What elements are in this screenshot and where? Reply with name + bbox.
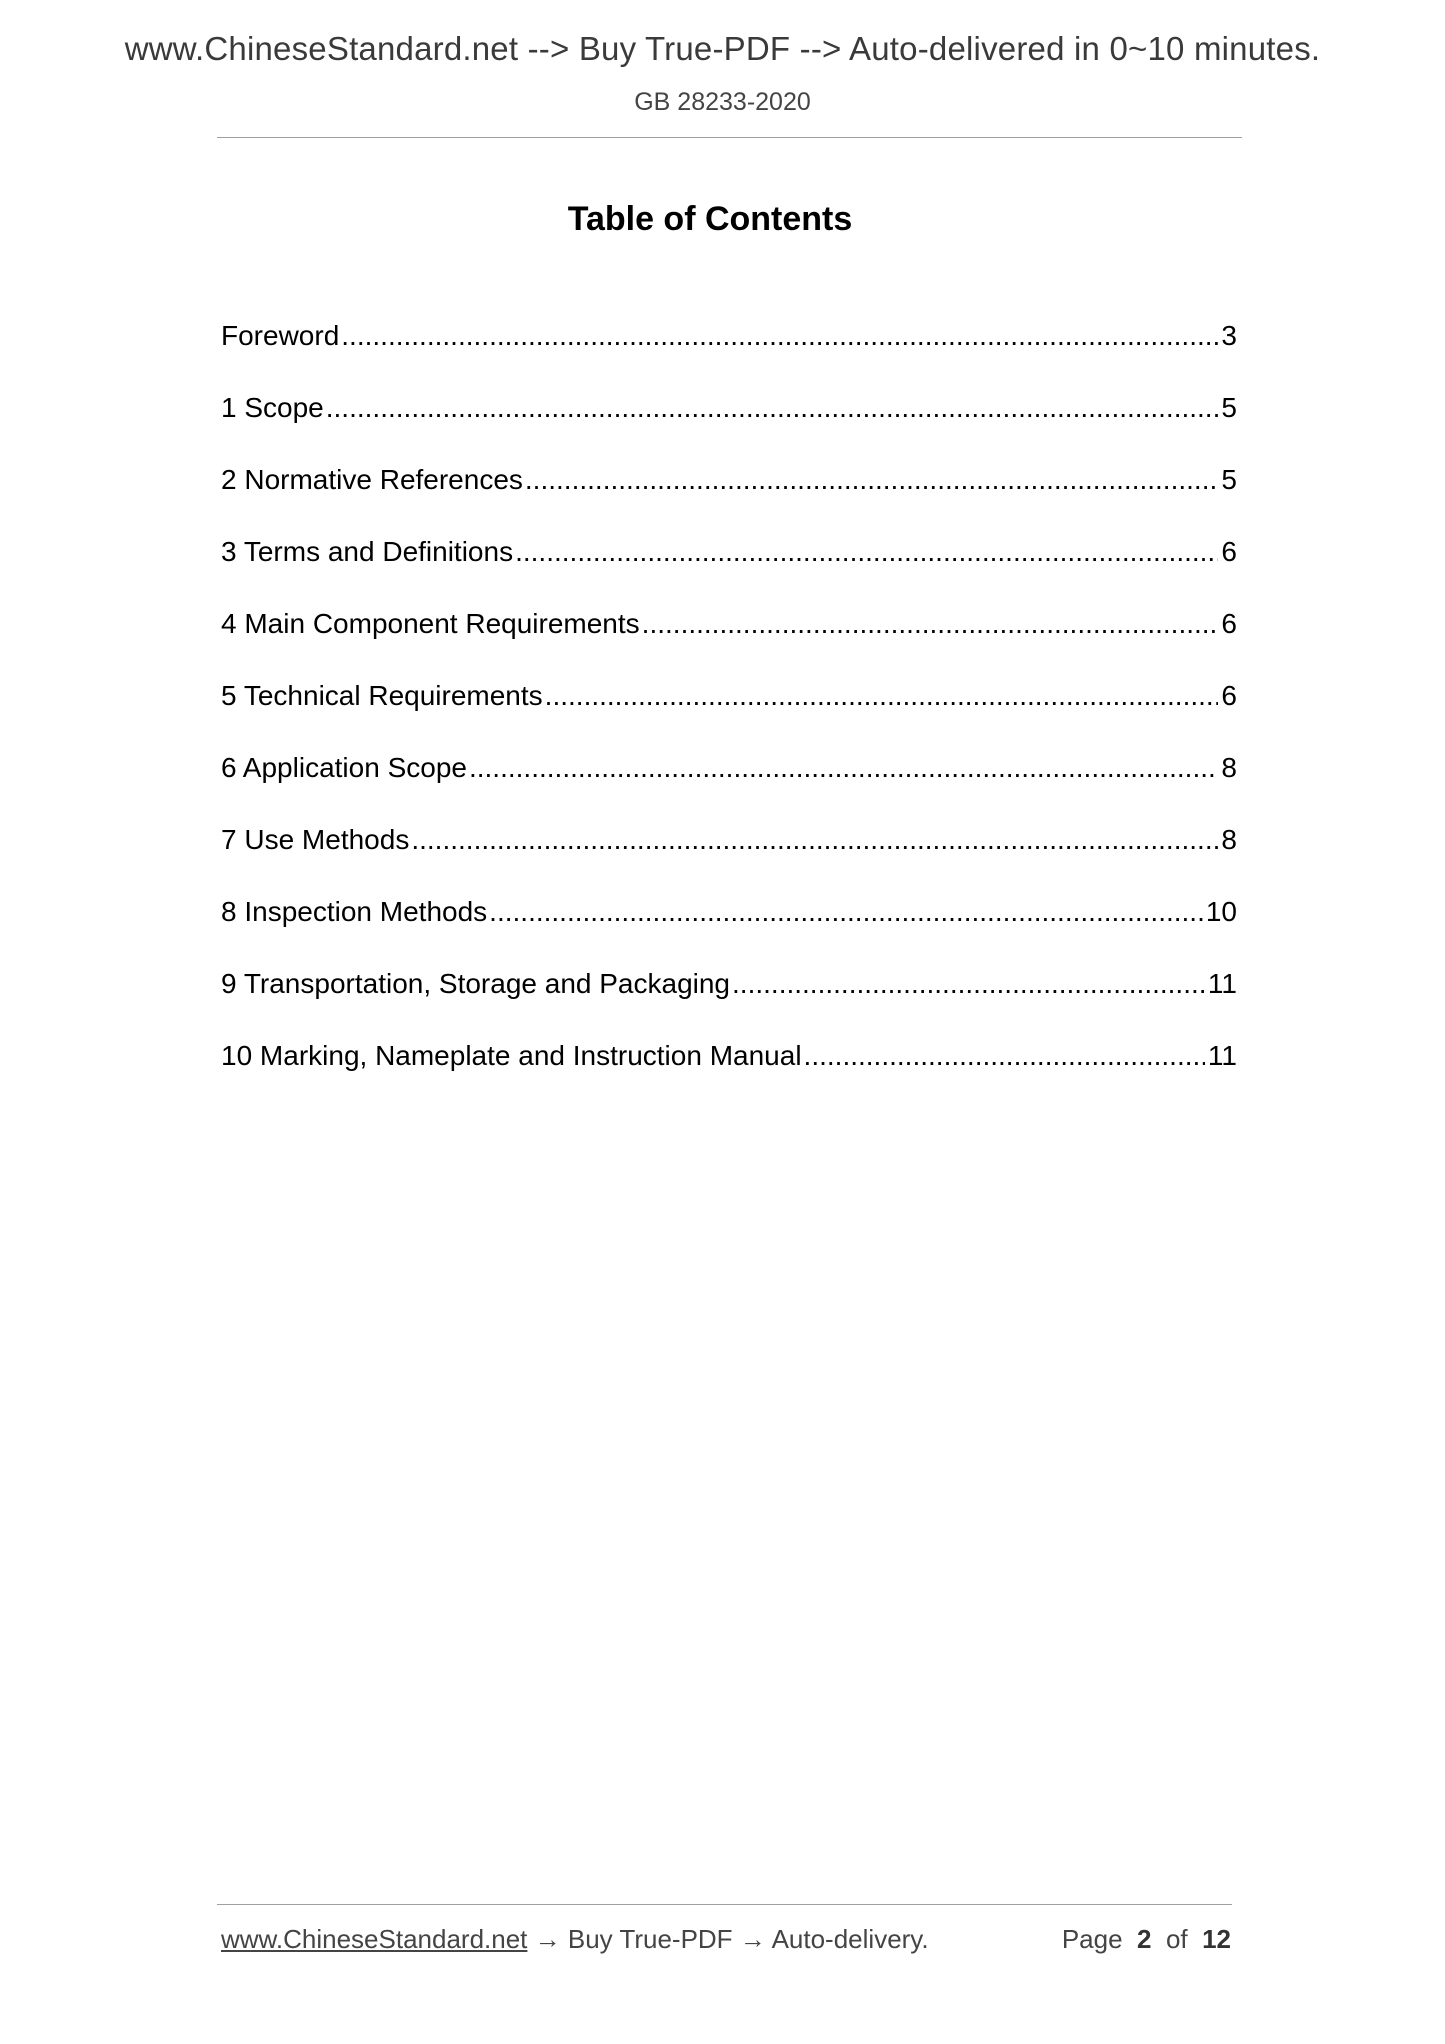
toc-entry-label: 1 Scope: [221, 392, 324, 423]
toc-entry-label: 7 Use Methods: [221, 824, 410, 855]
dot-leader: [515, 536, 1218, 568]
header-divider: [217, 137, 1242, 138]
toc-entry-page: 6: [1221, 608, 1237, 639]
footer-tagline: → Buy True-PDF → Auto-delivery.: [527, 1924, 929, 1954]
toc-entry-foreword[interactable]: [221, 320, 1237, 392]
toc-entry-page: 6: [1221, 680, 1237, 711]
dot-leader: [341, 320, 1218, 352]
toc-entry-normative-references[interactable]: [221, 464, 1237, 536]
toc-entry-page: 11: [1207, 968, 1237, 999]
toc-entry-page: 5: [1221, 464, 1237, 495]
toc-entry-label: 5 Technical Requirements: [221, 680, 543, 711]
dot-leader: [545, 680, 1219, 712]
toc-entry-main-component-requirements[interactable]: [221, 608, 1237, 680]
toc-entry-use-methods[interactable]: [221, 824, 1237, 896]
toc-entry-label: 9 Transportation, Storage and Packaging: [221, 968, 731, 999]
toc-entry-page: 8: [1221, 824, 1237, 855]
toc-entry-page: 10: [1205, 896, 1237, 927]
footer-site-link[interactable]: www.ChineseStandard.net: [221, 1924, 528, 1954]
footer-divider: [217, 1904, 1232, 1905]
toc-entry-page: 3: [1221, 320, 1237, 351]
toc-entry-marking-nameplate-manual[interactable]: [221, 1040, 1237, 1112]
of-word: of: [1165, 1924, 1188, 1954]
toc-entry-label: 8 Inspection Methods: [221, 896, 488, 927]
header-banner: www.ChineseStandard.net --> Buy True-PDF --> Auto-delivered in 0~10 minutes.: [124, 30, 1321, 67]
toc-entry-application-scope[interactable]: [221, 752, 1237, 824]
dot-leader: [642, 608, 1219, 640]
toc-entry-label: 4 Main Component Requirements: [221, 608, 640, 639]
standard-code: GB 28233-2020: [634, 88, 811, 116]
table-of-contents: [221, 320, 1237, 1112]
toc-entry-technical-requirements[interactable]: [221, 680, 1237, 752]
dot-leader: [489, 896, 1203, 928]
total-pages: 12: [1202, 1924, 1231, 1954]
toc-entry-inspection-methods[interactable]: [221, 896, 1237, 968]
current-page: 2: [1137, 1924, 1152, 1954]
toc-entry-page: 5: [1221, 392, 1237, 423]
toc-entry-terms-definitions[interactable]: [221, 536, 1237, 608]
toc-title: Table of Contents: [567, 200, 853, 238]
toc-entry-page: 8: [1221, 752, 1237, 783]
toc-entry-label: Foreword: [221, 320, 340, 351]
page-footer: [221, 1924, 1231, 1955]
toc-entry-label: 6 Application Scope: [221, 752, 467, 783]
footer-promo: [221, 1924, 929, 1955]
dot-leader: [411, 824, 1218, 856]
toc-entry-page: 11: [1207, 1040, 1237, 1071]
dot-leader: [469, 752, 1218, 784]
toc-entry-page: 6: [1221, 536, 1237, 567]
toc-entry-scope[interactable]: [221, 392, 1237, 464]
dot-leader: [804, 1040, 1205, 1072]
toc-entry-label: 10 Marking, Nameplate and Instruction Manual: [221, 1040, 802, 1071]
page-word: Page: [1061, 1924, 1123, 1954]
dot-leader: [326, 392, 1219, 424]
page-number: [1062, 1924, 1231, 1955]
dot-leader: [732, 968, 1205, 1000]
toc-entry-transportation-storage-packaging[interactable]: [221, 968, 1237, 1040]
toc-entry-label: 3 Terms and Definitions: [221, 536, 514, 567]
dot-leader: [525, 464, 1219, 496]
toc-entry-label: 2 Normative References: [221, 464, 523, 495]
